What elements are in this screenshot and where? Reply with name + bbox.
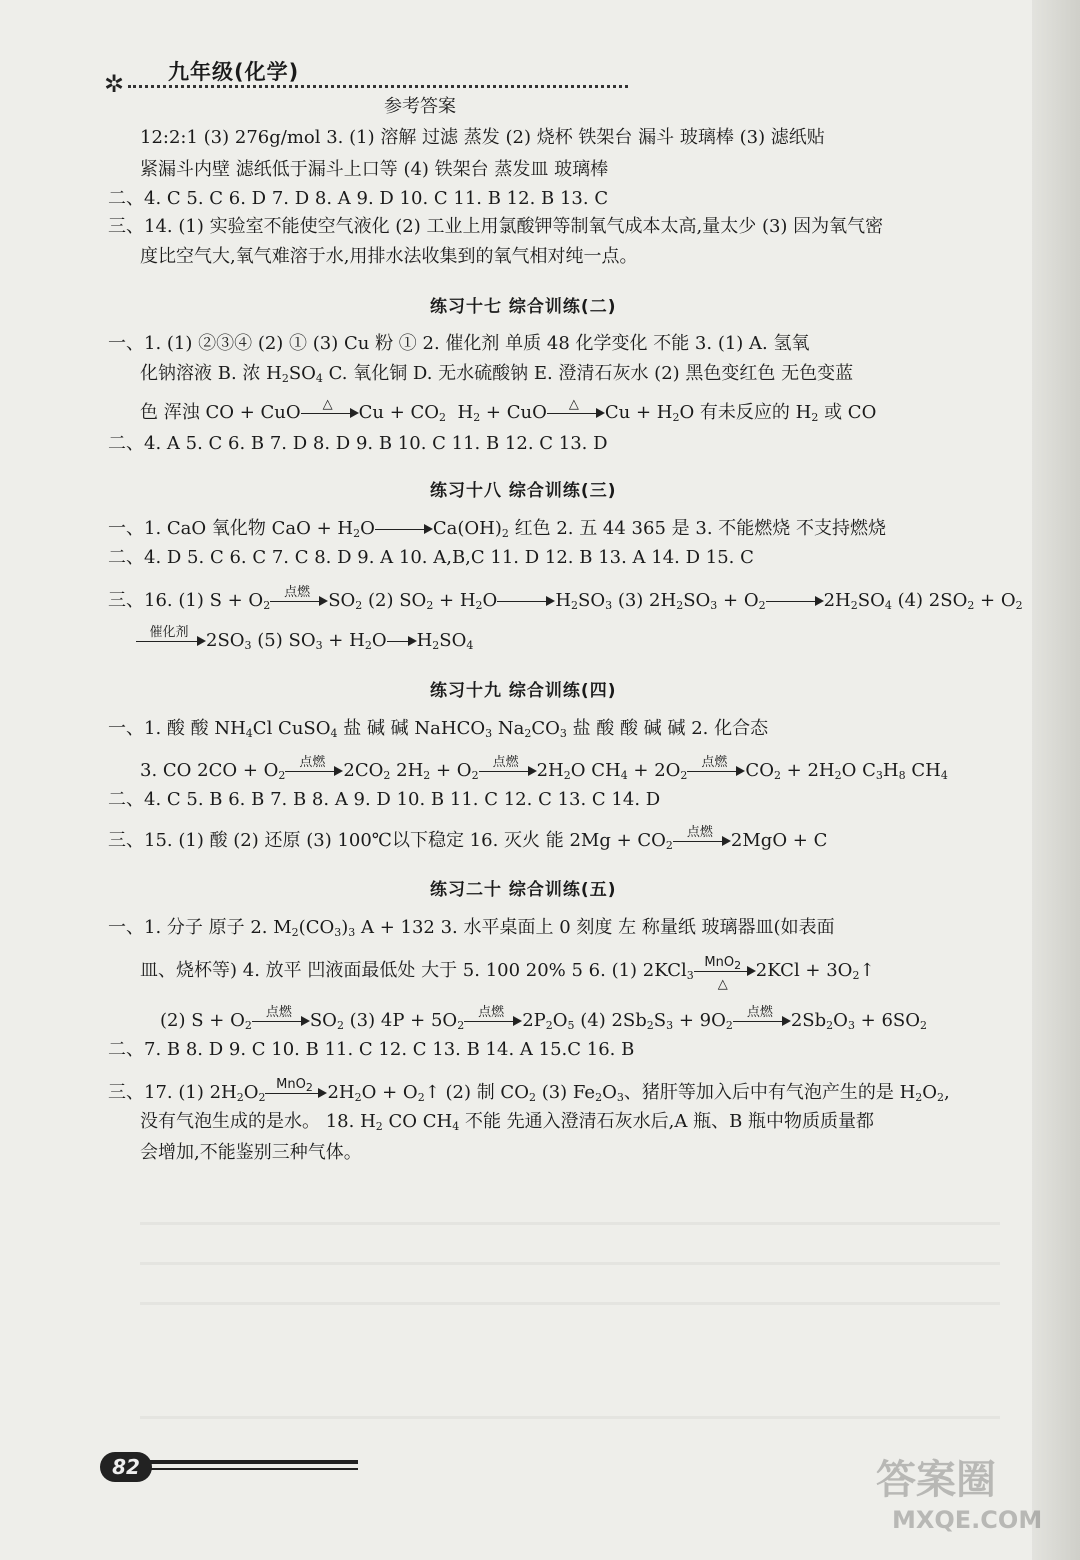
answer-line: 12:2:1 (3) 276g/mol 3. (1) 溶解 过滤 蒸发 (2) 烧杯 铁架台 漏斗 玻璃棒 (3) 滤纸贴: [140, 127, 825, 148]
answer-line: 二、7. B 8. D 9. C 10. B 11. C 12. C 13. B 14. A 15.C 16. B: [108, 1039, 635, 1060]
answer-line: 一、1. CaO 氧化物 CaO + $H_2O$ $Ca(OH)_2$ 红色 2. 五 44 365 是 3. 不能燃烧 不支持燃烧: [108, 518, 886, 540]
page-header: [98, 54, 638, 98]
answer-line: 一、1. (1) ②③④ (2) ① (3) Cu 粉 ① 2. 催化剂 单质 48 化学变化 不能 3. (1) A. 氢氧: [108, 333, 810, 354]
answer-line: 二、4. C 5. C 6. D 7. D 8. A 9. D 10. C 11. B 12. B 13. C: [108, 188, 609, 209]
answer-line: 三、17. (1) $2H_2O_2$ MnO$_2$ $2H_2O$ + $O_2↑$ (2) 制 $CO_2$ (3) $Fe_2O_3$、猪肝等加入后中有气泡产生的是 $H_2O_2$,: [108, 1077, 950, 1104]
answer-line: 没有气泡生成的是水。 18. $H_2$ CO $CH_4$ 不能 先通入澄清石灰水后,A 瓶、B 瓶中物质质量都: [140, 1111, 875, 1133]
reaction-arrow: [375, 516, 433, 542]
answer-line: 化钠溶液 B. 浓 $H_2SO_4$ C. 氧化铜 D. 无水硫酸钠 E. 澄清石灰水 (2) 黑色变红色 无色变蓝: [140, 363, 854, 385]
section-heading: 练习二十 综合训练(五): [430, 880, 617, 900]
reaction-arrow: MnO$_2$ △: [694, 958, 756, 984]
answer-line: 紧漏斗内壁 滤纸低于漏斗上口等 (4) 铁架台 蒸发皿 玻璃棒: [140, 159, 609, 180]
answer-line: 二、4. A 5. C 6. B 7. D 8. D 9. B 10. C 11. B 12. C 13. D: [108, 433, 608, 454]
reaction-arrow: 点燃: [285, 758, 343, 784]
page-edge-shadow: [1032, 0, 1080, 1560]
reaction-arrow: △: [301, 400, 359, 426]
answer-line: (2) $S + O_2$ 点燃 $SO_2$ (3) $4P + 5O_2$ 点燃 $2P_2O_5$ (4) $2Sb_2S_3 + 9O_2$ 点燃 $2Sb_2O_3 + 6SO_2$: [160, 1005, 928, 1032]
reaction-arrow: 点燃: [464, 1008, 522, 1034]
reaction-arrow: [497, 588, 555, 614]
answer-line: 三、15. (1) 酸 (2) 还原 (3) 100℃以下稳定 16. 灭火 能 $2Mg + CO_2$ 点燃 2MgO + C: [108, 825, 828, 852]
section-heading: 练习十八 综合训练(三): [430, 481, 617, 501]
answer-line: 一、1. 分子 原子 2. $M_2(CO_3)_3$ A + 132 3. 水平桌面上 0 刻度 左 称量纸 玻璃器皿(如表面: [108, 917, 835, 939]
footer-rule: [148, 1468, 358, 1470]
reaction-arrow: MnO$_2$: [265, 1080, 327, 1106]
answer-line: 色 浑浊 CO + CuO △ $Cu + CO_2$ $H_2$ + CuO △ $Cu + H_2O$ 有未反应的 $H_2$ 或 CO: [140, 397, 877, 424]
answer-line: 一、1. 酸 酸 $NH_4Cl$ CuSO$_4$ 盐 碱 碱 NaHCO$_3$ $Na_2CO_3$ 盐 酸 酸 碱 碱 2. 化合态: [108, 718, 769, 740]
bleed-through-shadow: [140, 1416, 1000, 1419]
section-heading: 练习十七 综合训练(二): [430, 297, 617, 317]
watermark-text: 答案圈: [876, 1457, 996, 1503]
answer-line: 会增加,不能鉴别三种气体。: [140, 1142, 362, 1163]
reaction-arrow: △: [547, 400, 605, 426]
header-title: 九年级(化学): [168, 60, 300, 84]
reaction-arrow: 点燃: [479, 758, 537, 784]
reaction-arrow: 点燃: [733, 1008, 791, 1034]
section-heading: 练习十九 综合训练(四): [430, 681, 617, 701]
reaction-arrow: 催化剂: [136, 628, 206, 654]
flower-ornament-icon: ✲: [104, 70, 125, 98]
answer-line: 度比空气大,氧气难溶于水,用排水法收集到的氧气相对纯一点。: [140, 246, 638, 267]
page-footer: [100, 1452, 370, 1486]
bleed-through-shadow: [140, 1302, 1000, 1305]
answer-line: 三、16. (1) $S + O_2$ 点燃 $SO_2$ (2) $SO_2 + H_2O$ $H_2SO_3$ (3) $2H_2SO_3 + O_2$ $2H_2SO_4$ (4) $2SO_2 + O_2$: [108, 585, 1023, 612]
footer-rule: [148, 1460, 358, 1464]
reaction-arrow: 点燃: [687, 758, 745, 784]
reaction-arrow: 点燃: [252, 1008, 310, 1034]
answer-line: 二、4. C 5. B 6. B 7. B 8. A 9. D 10. B 11. C 12. C 13. C 14. D: [108, 789, 661, 810]
page-subtitle: 参考答案: [384, 96, 456, 117]
header-dotted-rule: [128, 85, 628, 88]
reaction-arrow: 点燃: [673, 828, 731, 854]
bleed-through-shadow: [140, 1262, 1000, 1265]
answer-line: 皿、烧杯等) 4. 放平 凹液面最低处 大于 5. 100 20% 5 6. (1) 2KCl$_3$ MnO$_2$ △ $2KCl + 3O_2↑$: [140, 955, 875, 992]
page-number: 82: [100, 1452, 152, 1482]
bleed-through-shadow: [140, 1222, 1000, 1225]
reaction-arrow: [387, 628, 417, 654]
answer-line: 催化剂 $2SO_3$ (5) $SO_3 + H_2O$ $H_2SO_4$: [136, 628, 473, 654]
watermark-url: MXQE.COM: [892, 1506, 1043, 1534]
reaction-arrow: [766, 588, 824, 614]
reaction-arrow: 点燃: [270, 588, 328, 614]
watermark-logo: [872, 1448, 1060, 1548]
answer-line: 二、4. D 5. C 6. C 7. C 8. D 9. A 10. A,B,C 11. D 12. B 13. A 14. D 15. C: [108, 547, 754, 568]
answer-line: 3. CO $2CO + O_2$ 点燃 $2CO_2$ $2H_2 + O_2$ 点燃 $2H_2O$ $CH_4 + 2O_2$ 点燃 $CO_2 + 2H_2O$ $C_3H_8$ $CH_4$: [140, 755, 948, 782]
answer-line: 三、14. (1) 实验室不能使空气液化 (2) 工业上用氯酸钾等制氧气成本太高,量太少 (3) 因为氧气密: [108, 216, 884, 237]
